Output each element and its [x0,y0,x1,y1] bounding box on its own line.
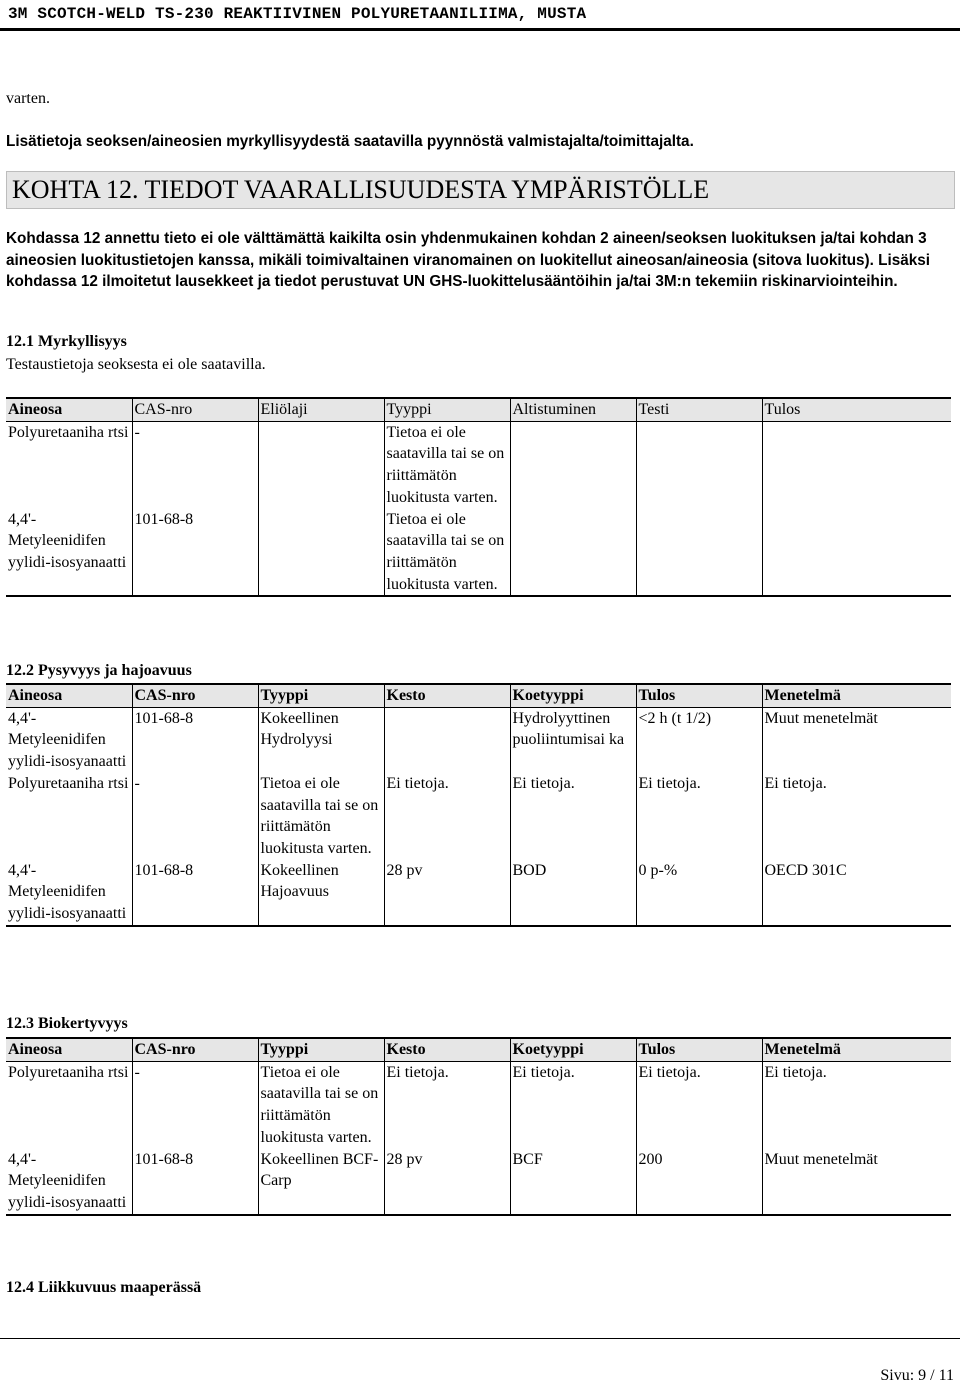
bioaccumulation-table [6,1037,951,1216]
table-cell: 28 pv [384,860,510,926]
table-header-row [6,684,951,707]
table-cell [384,707,510,773]
bioaccumulation-heading: 12.3 Biokertyvyys [6,1015,128,1032]
document-header [0,0,960,31]
table-cell: - [132,773,258,860]
column-header: Aineosa [6,398,132,421]
table-cell: Ei tietoja. [636,773,762,860]
column-header: Tulos [764,401,801,418]
table-row [6,509,951,597]
table-cell: OECD 301C [764,861,847,879]
table-cell: Polyuretaaniha rtsi [6,421,132,508]
table-cell: Tietoa ei ole saatavilla tai se on riittämätön luokitusta varten. [258,773,384,860]
table-cell: Tietoa ei ole saatavilla tai se on riittämätön luokitusta varten. [258,1061,384,1148]
table-cell: Ei tietoja. [510,773,636,860]
table-cell: BCF [510,1149,636,1215]
column-header: Menetelmä [764,687,841,704]
table-cell: Kokeellinen BCF-Carp [258,1149,384,1215]
table-header-row [6,398,951,421]
table-cell: 4,4'-Metyleenidifen yylidi-isosyanaatti [6,707,132,773]
persistence-heading: 12.2 Pysyvyys ja hajoavuus [6,662,192,679]
column-header: Koetyyppi [510,1038,636,1061]
column-header: Tyyppi [258,1038,384,1061]
table-row [6,421,951,508]
table-row [6,707,951,773]
table-row [6,860,951,926]
table-row [6,1149,951,1215]
table-cell: Polyuretaaniha rtsi [6,1061,132,1148]
column-header: CAS-nro [132,684,258,707]
table-cell [258,421,384,508]
table-cell: 4,4'-Metyleenidifen yylidi-isosyanaatti [6,1149,132,1215]
column-header: CAS-nro [132,1038,258,1061]
column-header: Tyyppi [384,398,510,421]
table-cell: Muut menetelmät [764,709,878,727]
column-header: Koetyyppi [510,684,636,707]
table-row [6,1061,951,1148]
table-cell: Ei tietoja. [384,773,510,860]
page-number: Sivu: 9 / 11 [880,1367,954,1384]
column-header: Altistuminen [510,398,636,421]
column-header: CAS-nro [132,398,258,421]
persistence-table [6,683,951,927]
column-header: Kesto [384,1038,510,1061]
table-cell: Ei tietoja. [764,1063,827,1081]
column-header: Menetelmä [764,1041,841,1058]
column-header: Tulos [636,684,762,707]
table-cell: 101-68-8 [132,707,258,773]
table-cell: <2 h (t 1/2) [636,707,762,773]
table-cell: 4,4'-Metyleenidifen yylidi-isosyanaatti [6,860,132,926]
intro-part-1: Kohdassa 12 annettu tieto ei ole välttämättä kaikilta osin yhdenmukainen kohdan 2 aineen/seoksen luokituksen ja/tai kohdan 3 aineosien luokitustietojen kanssa, mikäli toimivaltainen viranomainen on luokitellut aineosan/aineosia (sitova luokitus). [6,230,927,269]
column-header: Testi [636,398,762,421]
table-cell: Ei tietoja. [764,774,827,792]
table-cell [762,421,951,508]
table-cell: 28 pv [384,1149,510,1215]
table-cell: BOD [510,860,636,926]
table-cell: Tietoa ei ole saatavilla tai se on riittämätön luokitusta varten. [384,509,510,597]
toxicity-note: Testaustietoja seoksesta ei ole saatavilla. [6,356,266,373]
table-cell: Hydrolyyttinen puoliintumisai ka [510,707,636,773]
table-cell: - [132,1061,258,1148]
column-header: Aineosa [6,684,132,707]
additional-info-text: Lisätietoja seoksen/aineosien myrkyllisyydestä saatavilla pyynnöstä valmistajalta/toimittajalta. [6,133,694,150]
column-header: Kesto [384,684,510,707]
column-header: Tulos [636,1038,762,1061]
intro-part-2: Lisäksi kohdassa 12 ilmoitetut lausekkeet ja tiedot perustuvat UN GHS-luokittelusääntöihin ja/tai 3M:n tekemiin riskinarviointeihin. [6,251,931,291]
column-header: Eliölaji [258,398,384,421]
toxicity-heading: 12.1 Myrkyllisyys [6,333,127,350]
table-cell: 101-68-8 [132,1149,258,1215]
table-cell: - [132,421,258,508]
table-cell: Kokeellinen Hydrolyysi [258,707,384,773]
document-title: 3M SCOTCH-WELD TS-230 REAKTIIVINEN POLYURETAANILIIMA, MUSTA [8,5,587,23]
mobility-heading: 12.4 Liikkuvuus maaperässä [6,1279,202,1296]
table-cell: 101-68-8 [132,509,258,597]
table-cell: Muut menetelmät [764,1150,878,1168]
table-cell: 0 p-% [636,860,762,926]
table-cell: Ei tietoja. [510,1061,636,1148]
section-title: KOHTA 12. TIEDOT VAARALLISUUDESTA YMPÄRISTÖLLE [12,175,710,204]
footer-divider [0,1338,960,1339]
table-row [6,773,951,860]
table-cell: Tietoa ei ole saatavilla tai se on riittämätön luokitusta varten. [384,421,510,508]
table-cell: Ei tietoja. [636,1061,762,1148]
column-header: Tyyppi [258,684,384,707]
continued-text: varten. [6,90,50,107]
table-cell [510,421,636,508]
table-cell: Kokeellinen Hajoavuus [258,860,384,926]
table-cell: 200 [636,1149,762,1215]
table-cell [636,421,762,508]
column-header: Aineosa [6,1038,132,1061]
table-cell: 4,4'-Metyleenidifen yylidi-isosyanaatti [6,509,132,597]
table-cell [510,509,636,597]
table-cell: Ei tietoja. [384,1061,510,1148]
toxicity-table [6,397,951,597]
table-cell: 101-68-8 [132,860,258,926]
table-cell [636,509,762,597]
table-cell [762,509,951,597]
table-header-row [6,1038,951,1061]
table-cell: Polyuretaaniha rtsi [6,773,132,860]
table-cell [258,509,384,597]
section-intro [6,228,946,293]
section-heading-box [6,171,955,209]
